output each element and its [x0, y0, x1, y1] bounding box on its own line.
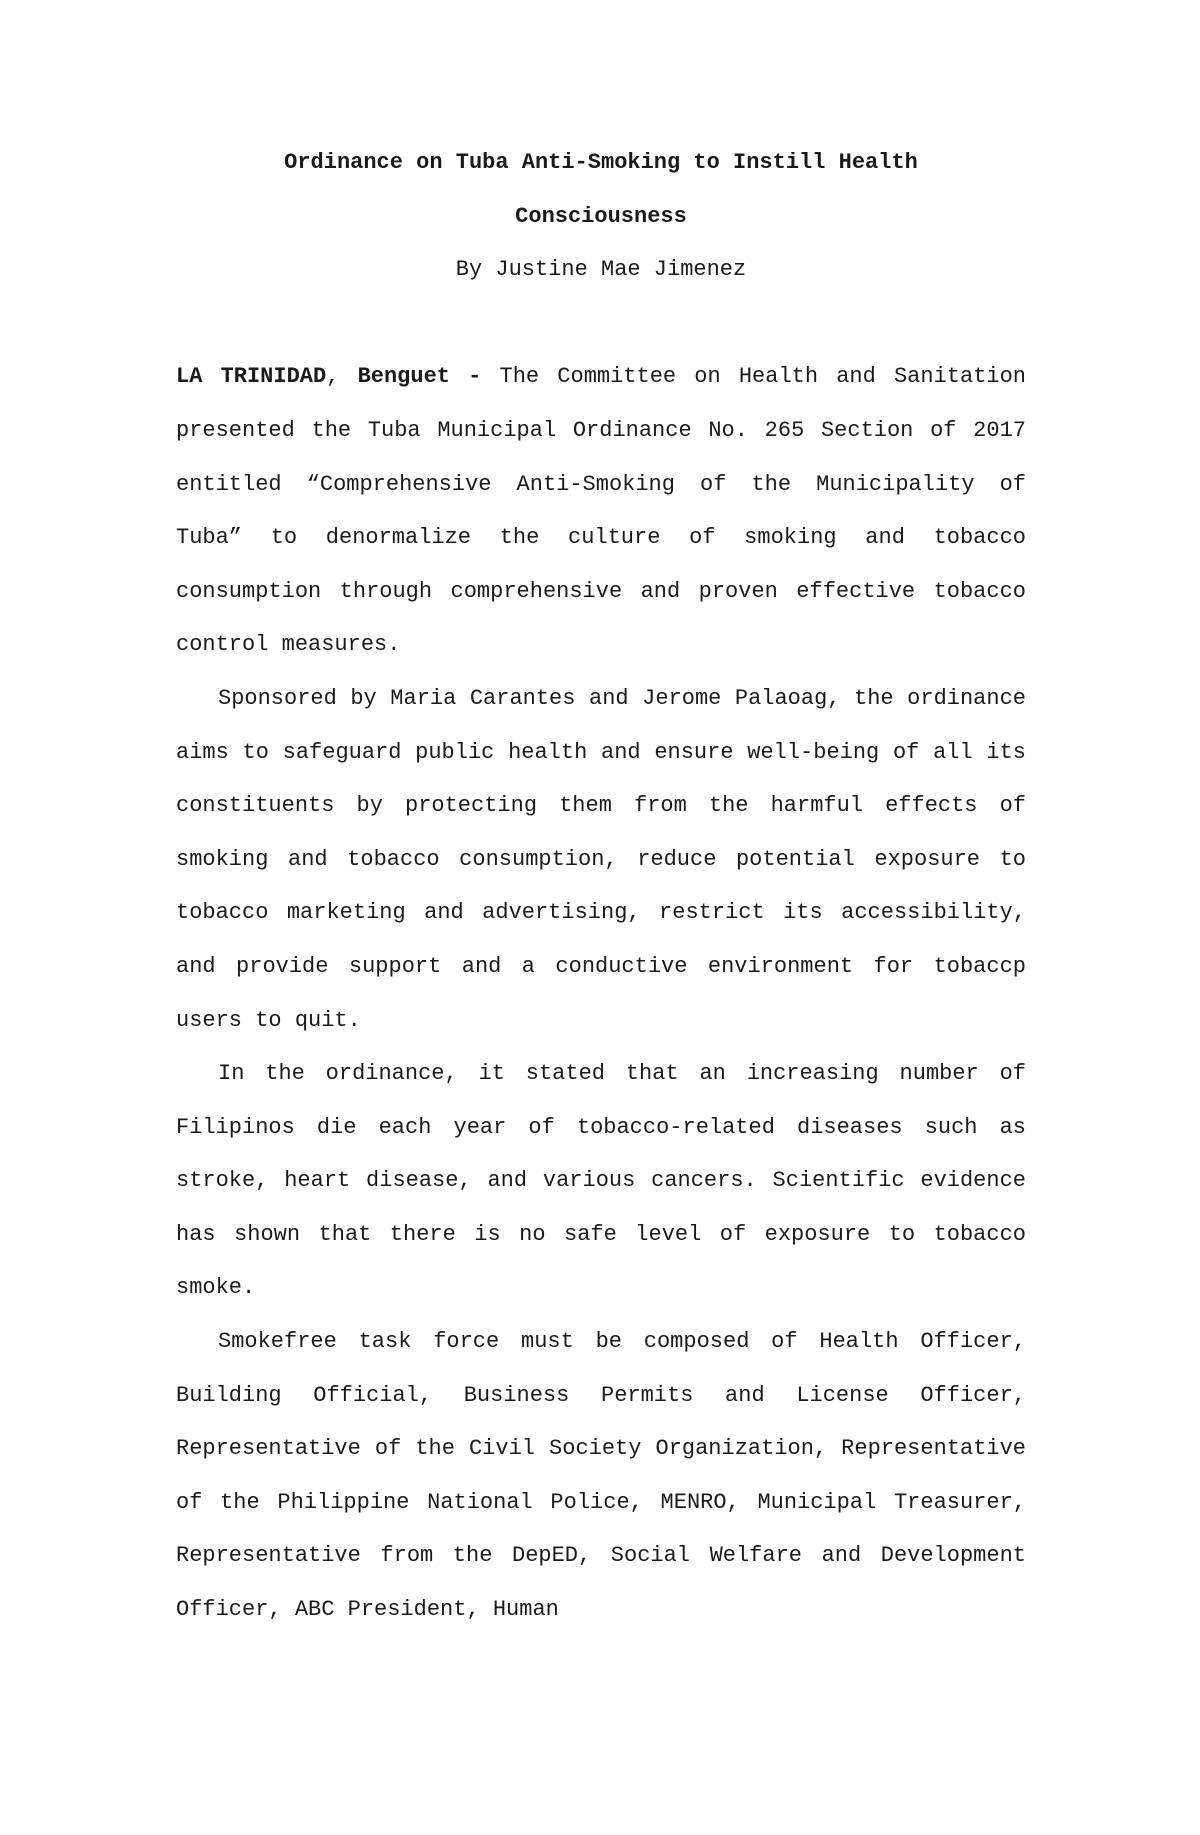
- dateline-place: LA TRINIDAD: [176, 364, 327, 390]
- paragraph-1-body: The Committee on Health and Sanitation presented the Tuba Municipal Ordinance No. 265 Section of 2017 entitled “Comprehensive Anti-Smoking of the Municipality of Tuba” to denormalize the culture of smoking and tobacco consumption through comprehensive and proven effective tobacco control measures.: [176, 364, 1026, 658]
- paragraph-1: [176, 350, 1026, 672]
- dateline-region: Benguet: [357, 364, 450, 390]
- dateline-separator: ,: [326, 364, 358, 390]
- dateline-dash: -: [449, 364, 500, 390]
- article-title-line-2: Consciousness: [515, 203, 687, 229]
- paragraph-4: Smokefree task force must be composed of Health Officer, Building Official, Business Permits and License Officer, Representative of the Civil Society Organization, Representative of the Philippine National Police, MENRO, Municipal Treasurer, Representative from the DepED, Social Welfare and Development Officer, ABC President, Human: [176, 1329, 1026, 1623]
- paragraph-2: Sponsored by Maria Carantes and Jerome Palaoag, the ordinance aims to safeguard public health and ensure well-being of all its constituents by protecting them from the harmful effects of smoking and tobacco consumption, reduce potential exposure to tobacco marketing and advertising, restrict its accessibility, and provide support and a conductive environment for tobaccp users to quit.: [176, 685, 1026, 1033]
- document-page: [176, 136, 1026, 1637]
- article-title-line-1: Ordinance on Tuba Anti-Smoking to Instill Health: [284, 150, 918, 175]
- paragraph-3: In the ordinance, it stated that an increasing number of Filipinos die each year of tobacco-related diseases such as stroke, heart disease, and various cancers. Scientific evidence has shown that there is no safe level of exposure to tobacco smoke.: [176, 1061, 1026, 1301]
- article-byline: By Justine Mae Jimenez: [455, 257, 747, 283]
